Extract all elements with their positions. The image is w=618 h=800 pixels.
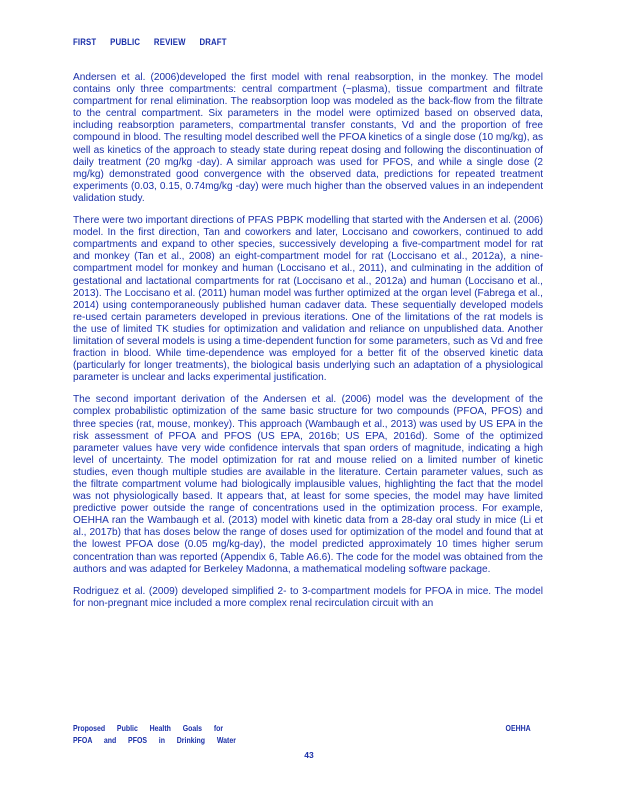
page-footer bbox=[73, 723, 531, 747]
paragraph-second-derivation: The second important derivation of the Andersen et al. (2006) model was the development of the complex probabilistic optimization of the same basic structure for two compounds (PFOA, PFOS) and three species (rat, mouse, monkey). This approach (Wambaugh et al., 2013) was used by US EPA in the risk assessment of PFOA and PFOS (US EPA, 2016b; US EPA, 2016d). Some of the optimized parameter values have very wide confidence intervals that span orders of magnitude, indicating a high level of uncertainty. The model optimization for rat and mouse relied on a limited number of kinetic studies, even though multiple studies are available in the literature. Certain parameter values, such as the filtrate compartment volume had biologically implausible values, highlighting the fact that the model was not physiologically based. It appears that, at least for some species, the model may have limited predictive power outside the range of concentrations used in the optimization process. For example, OEHHA ran the Wambaugh et al. (2013) model with kinetic data from a 28-day oral study in mice (Li et al., 2017b) that has doses below the range of doses used for optimization of the model and found that at the lowest PFOA dose (0.05 mg/kg-day), the model predicted approximately 10 times higher serum concentration than was reported (Appendix 6, Table A6.6). The code for the model was obtained from the authors and was adapted for Berkeley Madonna, a mathematical modeling software package. bbox=[73, 394, 543, 575]
footer-line-2 bbox=[73, 735, 531, 747]
paragraph-andersen-model: Andersen et al. (2006)developed the first model with renal reabsorption, in the monkey. The model contains only three compartments: central compartment (~plasma), tissue compartment and filtrate compartment for renal elimination. The reabsorption loop was modeled as the back-flow from the filtrate to the central compartment. Six parameters in the model were optimized based on observed data, including reabsorption parameters, compartmental transfer constants, Vd and the proportion of free compound in blood. The resulting model described well the PFOA kinetics of a single dose (10 mg/kg), as well as kinetics of the approach to steady state during repeat dosing and following the discontinuation of daily treatment (20 mg/kg -day). A similar approach was used for PFOS, and while a single dose (2 mg/kg) demonstrated good convergence with the observed data, predictions for repeated treatment experiments (0.03, 0.15, 0.74mg/kg -day) were much higher than the observed values in an independent validation study. bbox=[73, 72, 543, 204]
footer-document-title-line2: PFOA and PFOS in Drinking Water bbox=[73, 735, 236, 745]
document-body bbox=[73, 72, 543, 620]
footer-document-title-line1: Proposed Public Health Goals for bbox=[73, 723, 224, 733]
page-number: 43 bbox=[304, 750, 314, 760]
paragraph-rodriguez-model: Rodriguez et al. (2009) developed simplified 2- to 3-compartment models for PFOA in mice. The model for non-pregnant mice included a more complex renal recirculation circuit with an bbox=[73, 585, 543, 609]
paragraph-pbpk-directions: There were two important directions of PFAS PBPK modelling that started with the Andersen et al. (2006) model. In the first direction, Tan and coworkers and later, Loccisano and coworkers, continued to add compartments and expand to other species, successively developing a five-compartment model for rat and monkey (Tan et al., 2008) an eight-compartment model for rat (Loccisano et al., 2012a), a nine-compartment model for monkey and human (Loccisano et al., 2011), and culminating in the addition of gestational and lactational compartments for rat (Loccisano et al., 2012a) and human (Loccisano et al., 2013). The Loccisano et al. (2011) human model was further optimized at the organ level (Fabrega et al., 2014) using contemporaneously published human cadaver data. These sequentially developed models re-used certain parameters developed in previous iterations. One of the limitations of the rat models is the use of limited TK studies for optimization and validation and reliance on unpublished data. Another limitation of several models is using a time-dependent function for some parameters, such as Vd and free fraction in blood. While time-dependence was employed for a better fit of the observed kinetic data (particularly for longer treatments), the biological basis underlying such an adaptation of a physiological parameter is unclear and lacks experimental justification. bbox=[73, 215, 543, 384]
draft-header: FIRST PUBLIC REVIEW DRAFT bbox=[73, 37, 227, 48]
footer-line-1 bbox=[73, 723, 531, 735]
footer-agency: OEHHA bbox=[505, 723, 531, 733]
